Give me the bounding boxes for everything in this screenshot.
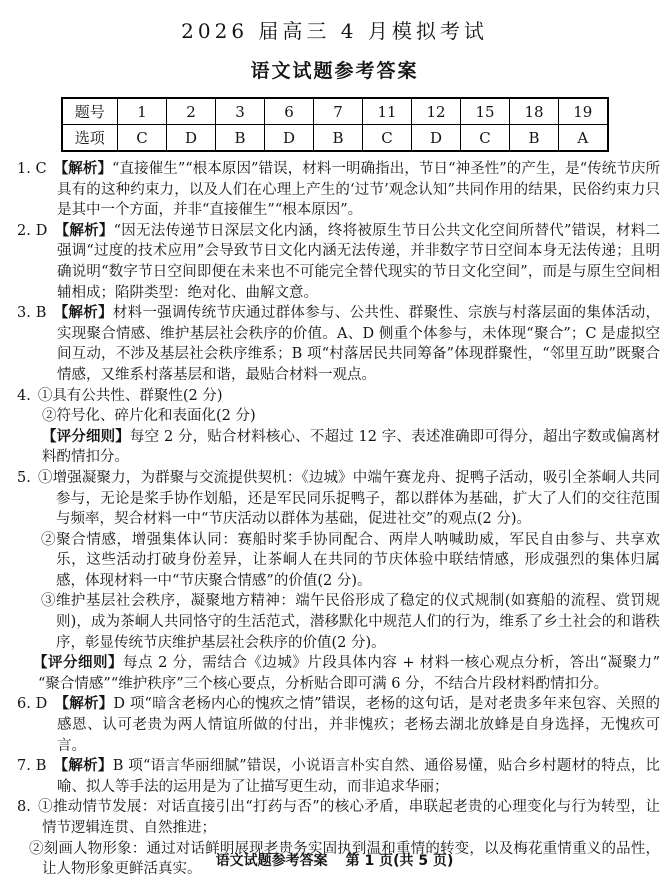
question-number-cell: 3 [216,98,265,125]
answer-text: ②符号化、碎片化和表面化(2 分) [42,408,256,425]
explanations-section [9,159,660,880]
question-number-cell: 1 [118,98,167,125]
answer-key-table [61,97,609,152]
footer-page-number: 第 1 页(共 5 页) [345,853,454,869]
answer-option-row [62,125,608,152]
row-header-option: 选项 [62,125,118,152]
question-number-cell: 2 [167,98,216,125]
question-number-cell: 11 [363,98,412,125]
answer-q5-point2 [9,530,660,592]
answer-text: ②刻画人物形象：通过对话鲜明展现老贵务实固执到温和重情的转变，以及梅花重情重义的品性，让人物形象更鲜活真实。 [29,840,660,878]
rubric-text: 每空 2 分，贴合材料核心、不超过 12 字、表述准确即可得分，超出字数或偏离材料酌情扣分。 [42,428,660,466]
question-number-row [62,98,608,125]
answer-text: ①增强凝聚力，为群聚与交流提供契机：《边城》中端午赛龙舟、捉鸭子活动，吸引全茶峒人共同参与，无论是桨手协作划船，还是军民同乐捉鸭子，都以群体为基础，扩大了人们的交往范围与频率，契合材料一中“节庆活动以群体为基础，促进社交”的观点(2 分)。 [37,469,660,528]
analysis-tag: 【解析】 [54,222,114,239]
scoring-rubric-q5 [9,653,660,694]
question-number-cell: 6 [265,98,314,125]
analysis-tag: 【解析】 [53,161,113,177]
explanation-q3 [9,303,660,385]
answer-text: ①具有公共性、群聚性(2 分) [37,387,223,404]
answer-cell: C [118,125,167,152]
question-number-cell: 7 [314,98,363,125]
explanation-text: B 项“语言华丽细腻”错误，小说语言朴实自然、通俗易懂，贴合乡村题材的特点，比喻、拟人等手法的运用是为了让描写更生动，而非追求华丽； [57,758,661,795]
question-label: 4. [17,387,31,404]
explanation-text: “直接催生”“根本原因”错误，材料一明确指出，节日“神圣性”的产生，是“传统节庆所具有的这种约束力，以及人们在心理上产生的‘过节’观念认知”共同作用的结果，民俗约束力只是其中一个方面，并非“直接催生”“根本原因”。 [57,161,661,219]
question-number-cell: 18 [510,98,559,125]
explanation-text: D 项“暗含老杨内心的愧疚之情”错误，老杨的这句话，是对老贵多年来包容、关照的感恩、认可老贵为两人情谊所做的付出，并非愧疚；老杨去湖北放蜂是自身选择，无愧疚可言。 [57,696,661,754]
answer-cell: C [363,125,412,152]
page-footer [0,850,669,870]
rubric-tag: 【评分细则】 [33,655,123,672]
answer-q4-point1 [9,386,660,407]
answer-text: ①推动情节发展：对话直接引出“打药与否”的核心矛盾，串联起老贵的心理变化与行为转型，让情节逻辑连贯、自然推进； [37,799,660,836]
question-label: 3. B [17,305,47,322]
rubric-tag: 【评分细则】 [42,428,130,445]
answer-text: ②聚合情感，增强集体认同：赛船时桨手协同配合、两岸人呐喊助威，军民自由参与、共享欢乐，这些活动打破身份差异，让茶峒人在共同的节庆体验中联结情感，形成强烈的集体归属感，体现材料一中“节庆聚合情感”的价值(2 分)。 [41,531,660,589]
row-header-question: 题号 [62,98,118,125]
answer-text: ③维护基层社会秩序，凝聚地方精神：端午民俗形成了稳定的仪式规制(如赛船的流程、赏罚规则)，成为茶峒人共同恪守的生活范式，潜移默化中规范人们的行为，维系了乡土社会的和谐秩序，彰显传统节庆维护基层社会秩序的价值(2 分)。 [41,593,660,651]
answer-cell: B [216,125,265,152]
rubric-text: 每点 2 分，需结合《边城》片段具体内容 + 材料一核心观点分析，答出“凝聚力”“聚合情感”“维护秩序”三个核心要点，分析贴合即可满 6 分，不结合片段材料酌情扣分。 [38,655,660,692]
answer-q5-point1 [9,468,660,530]
scoring-rubric-q4 [9,427,660,468]
answer-cell: A [559,125,608,152]
explanation-q2 [9,221,660,303]
page-title: 2026 届高三 4 月模拟考试 [181,19,488,43]
explanation-q1 [9,159,660,221]
question-number-cell: 19 [559,98,608,125]
answer-cell: D [265,125,314,152]
page-subtitle: 语文试题参考答案 [250,60,419,82]
answer-cell: B [510,125,559,152]
answer-q5-point3 [9,591,660,653]
question-label: 6. D [17,696,48,713]
answer-q4-point2 [9,406,660,427]
answer-cell: C [461,125,510,152]
question-label: 8. [17,799,31,816]
answer-cell: D [167,125,216,152]
question-label: 1. C [17,161,47,177]
question-label: 5. [17,469,31,486]
question-number-cell: 12 [412,98,461,125]
answer-cell: B [314,125,363,152]
analysis-tag: 【解析】 [53,305,113,322]
explanation-text: “因无法传递节日深层文化内涵，终将被原生节日公共文化空间所替代”错误，材料二强调“过度的技术应用”会导致节日文化内涵无法传递，并非数字节日空间本身无法传递；且明确说明“数字节日空间即便在未来也不可能完全替代现实的节日文化空间”，而是与原生空间相辅相成；陷阱类型：绝对化、曲解文意。 [57,222,660,301]
answer-cell: D [412,125,461,152]
explanation-q6 [9,694,660,756]
question-number-cell: 15 [461,98,510,125]
question-label: 7. B [17,758,47,775]
explanation-text: 材料一强调传统节庆通过群体参与、公共性、群聚性、宗族与村落层面的集体活动，实现聚合情感、维护基层社会秩序的价值。A、D 侧重个体参与，未体现“聚合”；C 是虚拟空间互动，不涉及基层社会秩序维系；B 项“村落居民共同筹备”体现群聚性，“邻里互助”既聚合情感，又维系村落基层和谐，最贴合材料一观点。 [57,305,661,383]
explanation-q7 [9,756,660,797]
analysis-tag: 【解析】 [54,696,114,713]
question-label: 2. D [17,222,48,239]
answer-q8-point1 [9,797,660,838]
footer-doc-name: 语文试题参考答案 [215,853,328,869]
analysis-tag: 【解析】 [53,758,113,775]
